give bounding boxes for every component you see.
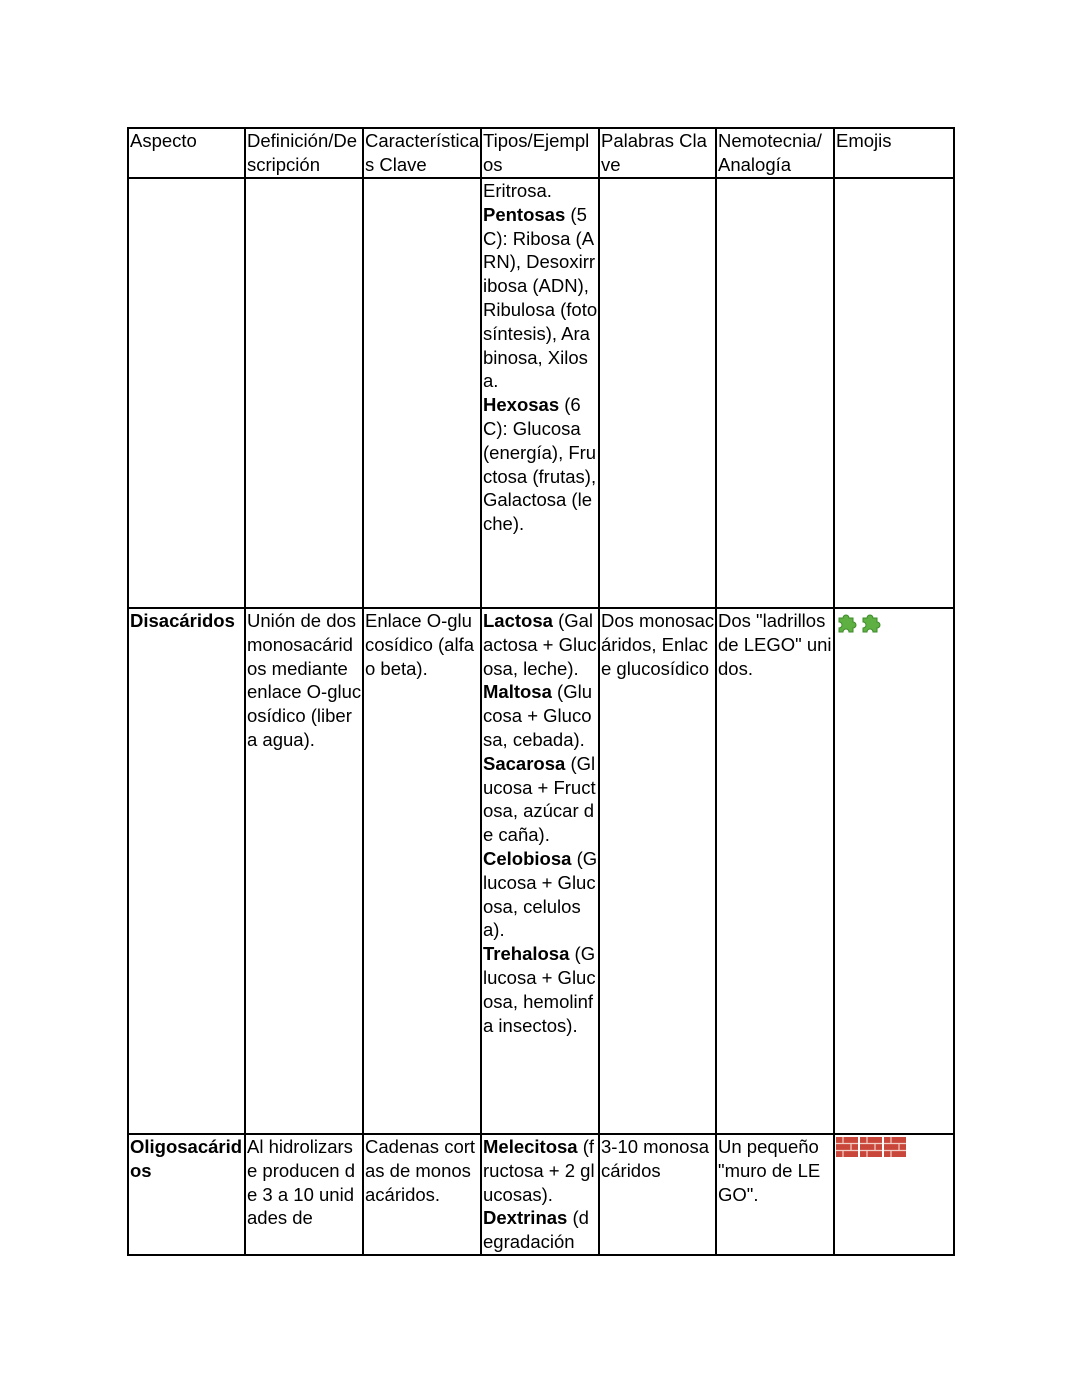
cell-definition (245, 178, 363, 608)
header-mnemonic: Nemotecnia/ Analogía (716, 128, 834, 178)
type-entry: Hexosas (6C): Glucosa (energía), Fructosa (frutas), Galactosa (leche). (483, 394, 597, 535)
cell-keywords (599, 178, 716, 608)
table-row-oligosacaridos (128, 1134, 954, 1255)
type-entry: Lactosa (Galactosa + Glucosa, leche). (483, 610, 597, 679)
cell-emojis (834, 608, 954, 1134)
header-definition: Definición/Descripción (245, 128, 363, 178)
cell-emojis (834, 178, 954, 608)
type-entry: Pentosas (5C): Ribosa (ARN), Desoxirribosa (ADN), Ribulosa (fotosíntesis), Arabinosa, Xilosa. (483, 203, 598, 392)
cell-keywords: Dos monosacáridos, Enlace glucosídico (599, 608, 716, 1134)
cell-mnemonic: Dos "ladrillos de LEGO" unidos. (716, 608, 834, 1134)
cell-aspect: Oligosacáridos (128, 1134, 245, 1255)
cell-mnemonic: Un pequeño "muro de LEGO". (716, 1134, 834, 1255)
cell-features (363, 178, 481, 608)
carbohydrate-table (127, 127, 955, 1256)
cell-features: Enlace O-glucosídico (alfa o beta). (363, 608, 481, 1134)
puzzle-piece-icon (860, 611, 882, 633)
header-keywords: Palabras Clave (599, 128, 716, 178)
table-row-disacaridos (128, 608, 954, 1134)
type-entry: Dextrinas (degradación (483, 1207, 589, 1253)
type-entry: Melecitosa (fructosa + 2 glucosas). (483, 1136, 595, 1205)
header-aspect: Aspecto (128, 128, 245, 178)
brick-icon (860, 1137, 882, 1157)
cell-emojis (834, 1134, 954, 1255)
type-entry: Maltosa (Glucosa + Glucosa, cebada). (483, 681, 592, 750)
type-entry: Eritrosa. (483, 180, 552, 201)
cell-features: Cadenas cortas de monosacáridos. (363, 1134, 481, 1255)
cell-keywords: 3-10 monosacáridos (599, 1134, 716, 1255)
brick-icon (836, 1137, 858, 1157)
brick-icon (884, 1137, 906, 1157)
header-emojis: Emojis (834, 128, 954, 178)
table-row-continuation (128, 178, 954, 608)
cell-types (481, 1134, 599, 1255)
header-types: Tipos/Ejemplos (481, 128, 599, 178)
cell-definition: Unión de dos monosacáridos mediante enlace O-glucosídico (libera agua). (245, 608, 363, 1134)
header-row (128, 128, 954, 178)
puzzle-piece-icon (836, 611, 858, 633)
cell-definition: Al hidrolizarse producen de 3 a 10 unidades de (245, 1134, 363, 1255)
cell-mnemonic (716, 178, 834, 608)
type-entry: Sacarosa (Glucosa + Fructosa, azúcar de caña). (483, 752, 596, 846)
cell-types (481, 608, 599, 1134)
cell-aspect: Disacáridos (128, 608, 245, 1134)
type-entry: Trehalosa (Glucosa + Glucosa, hemolinfa insectos). (483, 943, 596, 1036)
cell-aspect (128, 178, 245, 608)
type-entry: Celobiosa (Glucosa + Glucosa, celulosa). (483, 847, 598, 941)
header-features: Características Clave (363, 128, 481, 178)
cell-types (481, 178, 599, 608)
